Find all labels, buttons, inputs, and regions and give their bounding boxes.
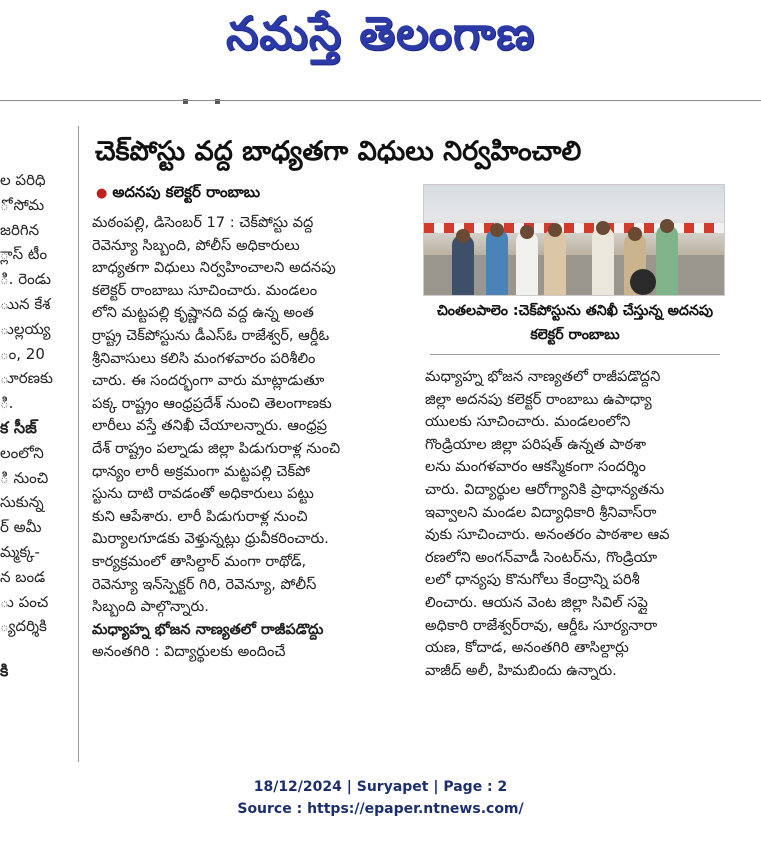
text-line: మ్మక్క- [0,542,40,561]
text-line: రెవెన్యూ సిబ్బంది, పోలీస్ అధికారులు [92,236,300,254]
subheading: మధ్యాహ్న భోజన నాణ్యతలో రాజీపడొద్దు [92,620,324,638]
text-line: మఠంపల్లి, డిసెంబర్ 17 : చెక్‌పోస్టు వద్ద [92,214,314,231]
masthead [0,0,761,80]
text-line: రెవెన్యూ ఇన్‌స్పెక్టర్ గిరి, రెవెన్యూ, పోలీస్ [92,575,317,593]
text-line: ం, 20 [0,344,45,363]
text-line: ఇవ్వాలని మండల విద్యాధికారి శ్రీనివాస్‌రా [425,503,657,521]
text-line: పక్క రాష్ట్రం ఆంధ్రప్రదేశ్ నుంచి తెలంగాణకు [92,394,332,412]
text-line: శ్రీనివాసులు కలిసి మంగళవారం పరిశీలిం [92,349,316,367]
footer [0,776,761,820]
text-line: లంలోని [0,443,44,462]
text-line: వాజీద్ అలీ, హిమబిందు ఉన్నారు. [425,661,617,679]
text-line: న బండ [0,567,46,586]
page-mark: ▪ [182,96,189,107]
text-line: జిల్లా అదనపు కలెక్టర్ రాంబాబు ఉపాధ్యా [425,390,652,408]
person-head [596,221,610,235]
text-line: చారు. ఈ సందర్భంగా వారు మాట్లాడుతూ [92,372,325,390]
footer-source: Source : https://epaper.ntnews.com/ [237,801,524,817]
text-line: సిబ్బంది పాల్గొన్నారు. [92,598,209,616]
text-line: ి. [0,394,14,413]
article-photo [423,184,725,296]
text-line: లారీలు వస్తే తనిఖీ చేయాలన్నారు. ఆంధ్రప్ర [92,417,328,435]
person-figure [592,227,614,295]
text-line: ర్రాష్ట్ర చెక్‌పోస్టును డీఎస్‌ఓ రాజేశ్వర్, ఆర్డీఓ [92,326,330,344]
text-line: ర్ అమీ [0,518,42,537]
person-head [660,219,674,233]
person-figure [656,225,678,295]
text-line: ూరణకు [0,369,53,388]
text-line: బాధ్యతగా విధులు నిర్వహించాలని అదనపు [92,259,336,277]
text-line: మధ్యాహ్న భోజన నాణ్యతలో రాజీపడొద్దని [425,368,661,385]
text-line: కుని ఆపేశారు. లారీ పిడుగురాళ్ల నుంచి [92,507,308,525]
article-column-1 [92,212,414,664]
subheading: క సీజ్ [0,417,37,437]
text-line: ు పంచ [0,592,49,611]
text-line: ో సోమ [0,195,45,214]
caption-rule [430,354,720,355]
text-line: మిర్యాలగూడకు వెళ్తున్నట్లు ధ్రువీకరించారు. [92,530,329,548]
text-line: స్టును దాటి రావడంతో అధికారులు పట్టు [92,485,314,503]
text-line: చారు. విద్యార్థుల ఆరోగ్యానికి ప్రాధాన్యతను [425,480,665,498]
byline [96,183,260,205]
text-line: సుకున్న [0,493,44,512]
text-line: రణలోని అంగన్‌వాడీ సెంటర్‌ను, గొండ్రియా [425,548,658,566]
text-line: వుకు సూచించారు. అనంతరం పాఠశాల ఆవ [425,526,670,544]
text-line: ల పరిధి [0,171,46,189]
text-line: అనంతగిరి : విద్యార్థులకు అందించే [92,643,286,661]
text-line: అధికారి రాజేశ్వర్‌రావు, ఆర్డీఓ సూర్యనారా [425,616,658,634]
text-line: ధాన్యం లారీ అక్రమంగా మట్టపల్లి చెక్‌పో [92,462,310,480]
text-line: కార్యక్రమంలో తాసిల్దార్ మంగా రాథోడ్, [92,552,307,570]
byline-text: అదనపు కలెక్టర్ రాంబాబు [112,183,261,201]
person-head [628,227,642,241]
previous-article-column [0,168,62,684]
text-line: దేశ్ రాష్ట్రం పల్నాడు జిల్లా పిడుగురాళ్ల నుంచి [92,439,341,457]
text-line: యులకు సూచించారు. మండలంలోని [425,413,631,431]
photo-caption: చింతలపాలెం :చెక్‌పోస్టును తనిఖీ చేస్తున్న అదనపు కలెక్టర్ రాంబాబు [436,303,714,343]
page-mark: ▪ [214,96,221,107]
spacer [0,639,62,659]
newspaper-title: నమస్తే తెలంగాణ [225,6,536,60]
person-head [548,223,562,237]
footer-date-edition: 18/12/2024 | Suryapet | Page : 2 [253,779,508,795]
column-divider [78,126,79,762]
text-line: యణ, కోదాడ, అనంతగిరి తాసిల్దార్లు [425,639,629,657]
person-head [456,229,470,243]
text-line: లను మంగళవారం ఆకస్మికంగా సందర్శిం [425,458,646,476]
text-line: ్లాస్ టీం [0,245,48,264]
text-line: జరిగిన [0,220,40,239]
text-line: గొండ్రియాల జిల్లా పరిషత్ ఉన్నత పాఠశా [425,435,646,453]
person-head [520,225,534,239]
text-line: ్యదర్శికి [0,617,47,636]
article-column-2 [425,366,730,682]
article-clipping [0,106,761,762]
text-line: ి నుంచి [0,468,49,487]
text-line: లలో ధాన్యపు కొనుగోలు కేంద్రాన్ని పరిశీ [425,571,640,589]
text-line: ుున కేశ [0,294,51,313]
person-figure [544,229,566,295]
headline: చెక్‌పోస్టు వద్ద బాధ్యతగా విధులు నిర్వహించాలి [95,136,582,167]
text-line: కలెక్టర్ రాంబాబు సూచించారు. మండలం [92,281,318,299]
text-line: ుల్లయ్య [0,319,51,338]
bullet-icon: ● [96,186,108,201]
text-line: ి. రెండు [0,270,51,289]
text-line: కి [0,661,9,681]
person-figure [452,235,474,295]
motorbike-wheel [630,269,656,295]
text-line: లోని మట్టపల్లి కృష్ణానది వద్ద ఉన్న అంత [92,304,314,322]
text-line: లించారు. ఆయన వెంట జిల్లా సివిల్ సప్లై [425,593,648,611]
person-head [490,223,504,237]
person-figure [516,231,538,295]
person-figure [486,229,508,295]
top-rule [0,100,761,101]
